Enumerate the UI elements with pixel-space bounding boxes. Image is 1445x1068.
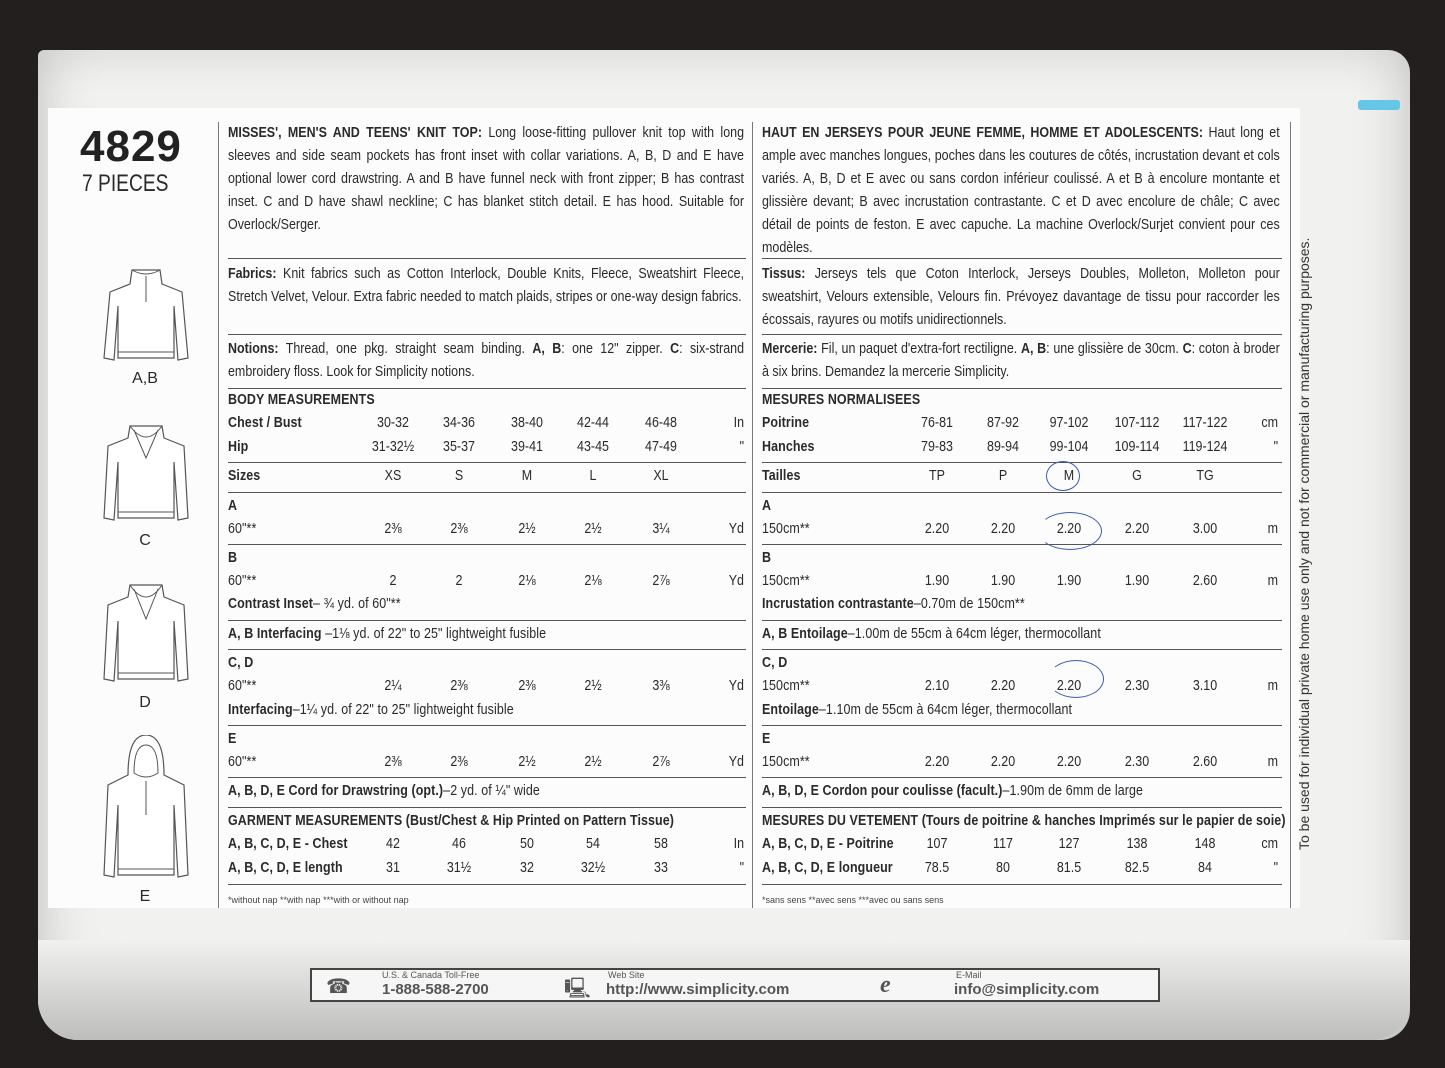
pen-circle-m [1046,461,1080,491]
fr-b-width: 150cm** [762,573,810,589]
pen-circle-cd [1048,660,1104,698]
usage-notice: To be used for individual private home use only and not for commercial or manufacturing purposes. [1296,237,1312,850]
fr-tissus: Tissus: Jerseys tels que Coton Interlock, Jerseys Doubles, Molleton, Molleton pour sweatshirt, Velours extensible, Velours fin. Prévoyez davantage de tissu pour raccorder les écossais, rayures ou motifs unidirectionnels. [762,266,1280,328]
fr-hip-label: Hanches [762,439,815,455]
en-g-chest-cell: 50 [520,836,534,852]
en-chest-cell: 46-48 [645,415,677,431]
garment-ab-sketch [94,262,198,366]
fr-g-length-cell: 78.5 [924,860,950,876]
pieces-count: 7 PIECES [82,170,169,197]
contact-bar [310,968,1160,1002]
en-body-measurements-heading: BODY MEASUREMENTS [228,392,375,408]
en-yard-cd-cell: 2¼ [384,678,402,694]
en-yard-e-cell: 2½ [584,754,602,770]
en-yard-b-cell: 2⅞ [652,573,670,589]
computer-icon: 🖳 [564,978,591,1000]
en-cd-interfacing: Interfacing–1¼ yd. of 22" to 25" lightweight fusible [228,702,514,718]
en-yard-a-cell: 2½ [518,521,536,537]
garment-e-sketch [94,735,198,881]
fr-hip-cell: 79-83 [921,439,953,455]
fr-yard-e-cell: 2.20 [990,754,1016,770]
en-hip-cell: 39-41 [511,439,543,455]
fr-view-b: B [762,550,772,566]
fr-garment-heading: MESURES DU VETEMENT (Tours de poitrine & hanches Imprimés sur le papier de soie) [762,813,1286,829]
fr-contrast: Incrustation contrastante–0.70m de 150cm** [762,596,1025,612]
fr-yard-a-cell: 3.00 [1192,521,1218,537]
en-yard-a-cell: 2½ [584,521,602,537]
fr-sizes-cell: G [1132,468,1142,484]
fr-sizes-cell: P [998,468,1008,484]
phone-label: U.S. & Canada Toll-Free [382,970,480,980]
en-yard-e-cell: 2⅜ [450,754,468,770]
en-g-length-unit: " [739,860,744,876]
fr-yard-a-cell: 2.20 [990,521,1016,537]
fr-sizes-cell: TG [1196,468,1214,484]
en-chest-cell: 38-40 [511,415,543,431]
fr-yard-cd-cell: 2.20 [1056,678,1082,694]
en-garment-chest-label: A, B, C, D, E - Chest [228,836,348,852]
fr-yard-b-cell: 1.90 [924,573,950,589]
fr-yard-b-cell: 1.90 [1124,573,1150,589]
en-sizes-cell: XL [653,468,669,484]
en-yard-e-cell: 2½ [518,754,536,770]
label-e: E [139,888,151,905]
fr-description: HAUT EN JERSEYS POUR JEUNE FEMME, HOMME ET ADOLESCENTS: Haut long et ample avec manches longues, poches dans les coutures de côtés, incrustation devant et cols variés. A, B, D et E avec ou sans cordon inférieur coulissé. A et B à encolure montante et glissière devant; B avec incrustation contrastante. C et D avec encolure de châle; C avec détail de points de feston. E avec capuche. La machine Overlock/Surjet convient pour ces modèles. [762,125,1280,256]
en-footnote: *without nap **with nap ***with or without nap [228,895,409,905]
en-description: MISSES', MEN'S AND TEENS' KNIT TOP: Long loose-fitting pullover knit top with long sleeves and side seam pockets has front inset with collar variations. A, B, D and E have optional lower cord drawstring. A and B have funnel neck with front zipper; B has contrast inset. C and D have shawl neckline; C has blanket stitch detail. E has hood. Suitable for Overlock/Serger. [228,125,745,233]
fr-chest-cell: 76-81 [921,415,953,431]
fr-cord: A, B, D, E Cordon pour coulisse (facult.)–1.90m de 6mm de large [762,783,1144,799]
fr-yard-e-cell: 2.60 [1192,754,1218,770]
divider-middle [752,122,753,908]
fr-g-chest-cell: 138 [1126,836,1148,852]
en-chest-cell: 42-44 [577,415,609,431]
en-yard-cd-unit: Yd [728,678,744,694]
en-g-length-cell: 33 [654,860,668,876]
fr-garment-chest-label: A, B, C, D, E - Poitrine [762,836,894,852]
phone-number: 1-888-588-2700 [382,981,489,998]
fr-chest-cell: 97-102 [1049,415,1089,431]
fr-g-chest-cell: 127 [1058,836,1080,852]
fr-g-chest-cell: 107 [926,836,948,852]
fr-sizes-cell: TP [929,468,945,484]
fr-yard-b-unit: m [1267,573,1278,589]
en-hip-label: Hip [228,439,249,455]
en-fabrics: Fabrics: Knit fabrics such as Cotton Interlock, Double Knits, Fleece, Sweatshirt Fleece, Stretch Velvet, Velour. Extra fabric needed to match plaids, stripes or one-way design fabrics. [228,266,745,305]
fr-yard-cd-cell: 2.30 [1124,678,1150,694]
fr-yard-cd-cell: 2.20 [990,678,1016,694]
fr-hip-cell: 99-104 [1049,439,1089,455]
fr-yard-cd-cell: 2.10 [924,678,950,694]
en-cord: A, B, D, E Cord for Drawstring (opt.)–2 yd. of ¼" wide [228,783,540,799]
fr-yard-e-cell: 2.20 [924,754,950,770]
en-yard-b-unit: Yd [728,573,744,589]
fr-sizes-cell: M [1063,468,1075,484]
en-sizes-cell: M [521,468,533,484]
fr-view-a: A [762,498,772,514]
en-yard-cd-cell: 3⅜ [652,678,670,694]
pen-circle-a [1038,512,1102,550]
fr-hip-cell: 89-94 [987,439,1019,455]
en-yard-cd-cell: 2⅜ [518,678,536,694]
en-hip-cell: 47-49 [645,439,677,455]
en-yard-a-cell: 2⅜ [450,521,468,537]
en-yard-b-cell: 2 [389,573,397,589]
garment-d-sketch [94,575,198,685]
fr-yard-b-cell: 2.60 [1192,573,1218,589]
fr-g-chest-unit: cm [1261,836,1278,852]
fr-yard-e-cell: 2.30 [1124,754,1150,770]
en-g-chest-cell: 46 [452,836,466,852]
email-icon: e [880,972,891,998]
fr-yard-cd-cell: 3.10 [1192,678,1218,694]
en-yard-cd-cell: 2½ [584,678,602,694]
fr-g-chest-cell: 117 [993,836,1013,852]
en-yard-e-unit: Yd [728,754,744,770]
fr-footnote: *sans sens **avec sens ***avec ou sans sens [762,895,944,905]
phone-icon: ☎ [326,976,351,998]
en-yard-a-cell: 3¼ [652,521,670,537]
en-yard-b-cell: 2⅛ [518,573,536,589]
en-g-length-cell: 31½ [446,860,472,876]
fr-mercerie: Mercerie: Fil, un paquet d'extra-fort rectiligne. A, B: une glissière de 30cm. C: coton à broder à six brins. Demandez la mercerie Simplicity. [762,341,1280,380]
divider-left [218,122,219,908]
en-garment-length-label: A, B, C, D, E length [228,860,343,876]
en-b-width: 60"** [228,573,257,589]
en-view-b: B [228,550,238,566]
fr-yard-a-cell: 2.20 [924,521,950,537]
fr-g-length-unit: " [1273,860,1278,876]
fr-cd-width: 150cm** [762,678,810,694]
label-d: D [139,694,151,711]
fr-sizes-label: Tailles [762,468,801,484]
divider-right [1290,122,1291,908]
en-yard-b-cell: 2⅛ [584,573,602,589]
en-sizes-label: Sizes [228,468,261,484]
fr-e-width: 150cm** [762,754,810,770]
en-contrast-inset: Contrast Inset– ¾ yd. of 60"** [228,596,401,612]
en-e-width: 60"** [228,754,257,770]
fr-g-chest-cell: 148 [1194,836,1216,852]
fr-yard-b-cell: 1.90 [1056,573,1082,589]
fr-g-length-cell: 80 [996,860,1010,876]
email-link[interactable]: info@simplicity.com [954,981,1100,998]
fr-g-length-cell: 82.5 [1124,860,1150,876]
en-yard-e-cell: 2⅞ [652,754,670,770]
label-ab: A,B [132,370,158,387]
pattern-number: 4829 [80,122,182,171]
en-sizes-cell: S [454,468,464,484]
fr-yard-e-unit: m [1267,754,1278,770]
fr-g-length-cell: 81.5 [1056,860,1082,876]
fr-yard-e-cell: 2.20 [1056,754,1082,770]
fr-hip-unit: " [1273,439,1278,455]
en-hip-unit: " [739,439,744,455]
en-garment-heading: GARMENT MEASUREMENTS (Bust/Chest & Hip Printed on Pattern Tissue) [228,813,675,829]
fr-yard-a-cell: 2.20 [1056,521,1082,537]
fr-yard-cd-unit: m [1267,678,1278,694]
web-label: Web Site [608,970,645,980]
en-sizes-cell: L [589,468,597,484]
fr-view-e: E [762,731,771,747]
fr-garment-length-label: A, B, C, D, E longueur [762,860,893,876]
en-g-chest-cell: 42 [386,836,400,852]
en-yard-a-unit: Yd [728,521,744,537]
en-hip-cell: 35-37 [443,439,475,455]
fr-a-width: 150cm** [762,521,810,537]
en-hip-cell: 31-32½ [371,439,415,455]
garment-c-sketch [94,418,198,522]
en-g-chest-cell: 58 [654,836,668,852]
en-chest-cell: 34-36 [443,415,475,431]
en-g-length-cell: 32 [520,860,534,876]
en-notions: Notions: Thread, one pkg. straight seam binding. A, B: one 12" zipper. C: six-strand embroidery floss. Look for Simplicity notions. [228,341,745,380]
en-g-chest-cell: 54 [586,836,600,852]
email-label: E-Mail [956,970,982,980]
fr-chest-cell: 107-112 [1114,415,1160,431]
blue-tab [1358,100,1400,110]
en-chest-unit: In [733,415,744,431]
en-ab-interfacing: A, B Interfacing –1⅛ yd. of 22" to 25" lightweight fusible [228,626,547,642]
en-yard-a-cell: 2⅜ [384,521,402,537]
en-chest-label: Chest / Bust [228,415,302,431]
en-g-length-cell: 31 [386,860,400,876]
fr-chest-label: Poitrine [762,415,810,431]
fr-chest-unit: cm [1261,415,1278,431]
en-g-length-cell: 32½ [580,860,606,876]
fr-body-heading: MESURES NORMALISEES [762,392,921,408]
fr-g-length-cell: 84 [1198,860,1212,876]
fr-yard-a-cell: 2.20 [1124,521,1150,537]
fr-yard-b-cell: 1.90 [990,573,1016,589]
en-yard-b-cell: 2 [455,573,463,589]
en-cd-width: 60"** [228,678,257,694]
en-view-a: A [228,498,238,514]
fr-hip-cell: 119-124 [1182,439,1228,455]
label-c: C [139,532,151,549]
fr-chest-cell: 87-92 [987,415,1019,431]
fr-view-cd: C, D [762,655,788,671]
en-yard-cd-cell: 2⅜ [450,678,468,694]
en-chest-cell: 30-32 [377,415,409,431]
fr-cd-interfacing: Entoilage–1.10m de 55cm à 64cm léger, thermocollant [762,702,1073,718]
fr-ab-interfacing: A, B Entoilage–1.00m de 55cm à 64cm léger, thermocollant [762,626,1101,642]
en-view-cd: C, D [228,655,254,671]
website-link[interactable]: http://www.simplicity.com [606,981,790,998]
en-g-chest-unit: In [733,836,744,852]
fr-chest-cell: 117-122 [1182,415,1228,431]
en-view-e: E [228,731,237,747]
en-sizes-cell: XS [384,468,402,484]
en-hip-cell: 43-45 [577,439,609,455]
en-yard-e-cell: 2⅜ [384,754,402,770]
en-a-width: 60"** [228,521,257,537]
fr-yard-a-unit: m [1267,521,1278,537]
fr-hip-cell: 109-114 [1114,439,1160,455]
